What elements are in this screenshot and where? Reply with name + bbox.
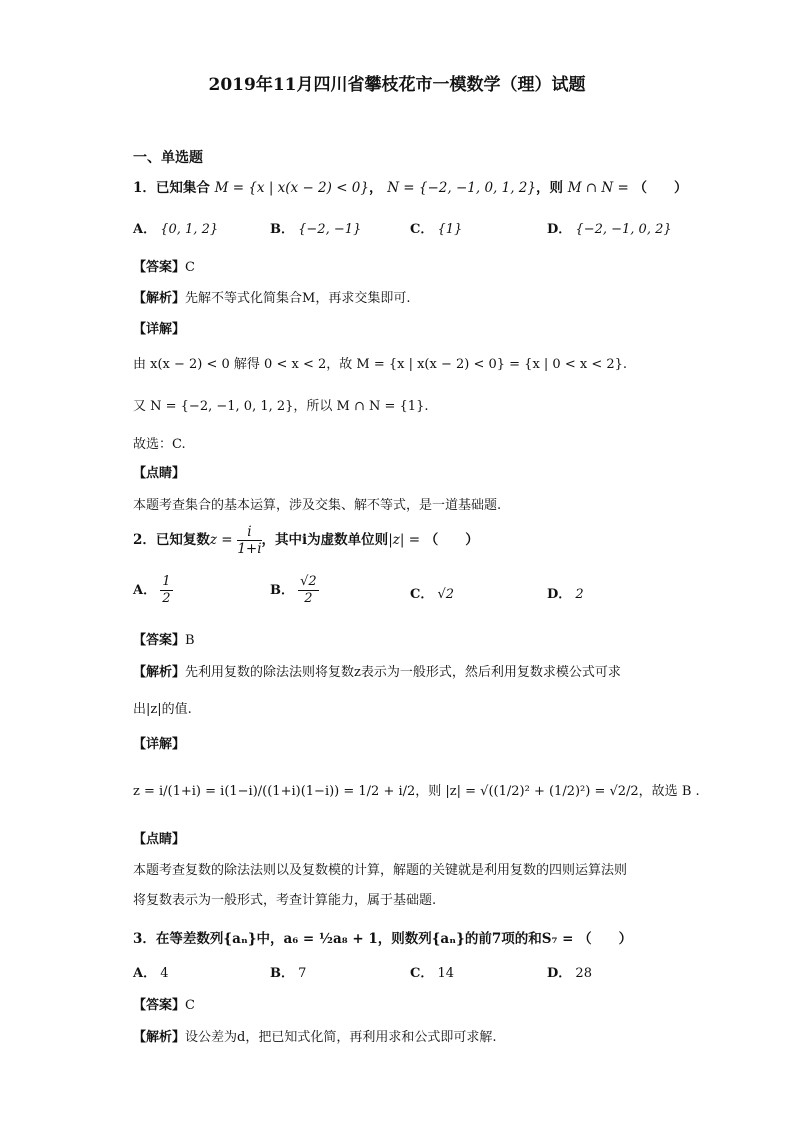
q2-stem: [133, 524, 479, 557]
q1-detail-line-1: 由 x(x − 2) < 0 解得 0 < x < 2，故 M = {x | x(x − 2) < 0} = {x | 0 < x < 2}.: [133, 357, 628, 372]
q2-stem-a: 已知复数: [155, 532, 210, 548]
q1-stem: [133, 176, 688, 196]
document-title: 2019年11月四川省攀枝花市一模数学（理）试题: [208, 75, 586, 95]
q2-comment-line-1: 本题考查复数的除法法则以及复数模的计算，解题的关键就是利用复数的四则运算法则: [133, 863, 628, 878]
q3-option-c: C． 14: [410, 966, 455, 981]
q1-option-c: C． {1}: [410, 222, 463, 237]
q2-stem-b: ，其中i为虚数单位则: [261, 532, 389, 548]
q2-option-d: D． 2: [547, 587, 584, 602]
q2-option-b: B． $\frac{√2}{2}$: [270, 574, 317, 606]
q2-number: 2．: [133, 532, 156, 548]
q1-stem-a: 已知集合: [155, 180, 210, 196]
q3-blank: （ ）: [578, 931, 633, 947]
q3-option-d: D． 28: [547, 966, 592, 981]
q3-stem: [133, 927, 632, 947]
q1-detail-line-3: 故选：C.: [133, 437, 186, 452]
q1-comment-heading: 【点睛】: [133, 466, 186, 481]
q2-detail-line: z = i/(1+i) = i(1−i)/((1+i)(1−i)) = 1/2 + i/2，则 |z| = √((1/2)² + (1/2)²) = √2/2，故选 B .: [133, 784, 700, 799]
q3-answer: 【答案】C: [133, 998, 195, 1013]
q1-number: 1．: [133, 180, 156, 196]
q2-analysis-line-2: 出|z|的值.: [133, 702, 192, 717]
q2-z-eq: z =: [209, 532, 233, 548]
q1-analysis: 【解析】先解不等式化简集合M，再求交集即可.: [133, 291, 411, 306]
q2-blank: （ ）: [424, 532, 479, 548]
q2-option-c: C． √2: [410, 587, 455, 602]
q1-answer: 【答案】C: [133, 260, 195, 275]
q2-detail-heading: 【详解】: [133, 737, 186, 752]
q1-stem-b: ，则: [535, 180, 563, 196]
section-heading: 一、单选题: [133, 150, 203, 166]
q2-abs-z: |z| =: [388, 532, 420, 548]
q3-option-a: A． 4: [133, 966, 169, 981]
q1-option-b: B． {−2, −1}: [270, 222, 362, 237]
q2-comment-heading: 【点睛】: [133, 832, 186, 847]
q1-sep: ，: [368, 180, 383, 196]
q2-fraction: $\frac{i}{1+i}$: [237, 524, 262, 557]
q1-detail-line-2: 又 N = {−2, −1, 0, 1, 2}，所以 M ∩ N = {1}.: [133, 399, 429, 414]
q1-option-d: D． {−2, −1, 0, 2}: [547, 222, 672, 237]
q3-number: 3．: [133, 931, 156, 947]
q1-option-a: A． {0, 1, 2}: [133, 222, 219, 237]
q1-detail-heading: 【详解】: [133, 322, 186, 337]
q3-analysis: 【解析】设公差为d，把已知式化简，再利用求和公式即可求解.: [133, 1030, 497, 1045]
q2-analysis-line-1: 【解析】先利用复数的除法法则将复数z表示为一般形式，然后利用复数求模公式可求: [133, 665, 621, 680]
q1-blank: （ ）: [633, 180, 688, 196]
q1-set-m: M = {x | x(x − 2) < 0}: [214, 180, 369, 196]
q1-set-n: N = {−2, −1, 0, 1, 2}: [387, 180, 536, 196]
q2-option-a: A． $\frac{1}{2}$: [133, 574, 171, 606]
q2-answer: 【答案】B: [133, 633, 195, 648]
q2-comment-line-2: 将复数表示为一般形式，考查计算能力，属于基础题.: [133, 893, 437, 908]
q3-stem-text: 在等差数列{aₙ}中，a₆ = ½a₈ + 1，则数列{aₙ}的前7项的和S₇ =: [155, 931, 574, 947]
q3-option-b: B． 7: [270, 966, 307, 981]
q1-comment: 本题考查集合的基本运算，涉及交集、解不等式，是一道基础题.: [133, 498, 502, 513]
q1-expr: M ∩ N =: [567, 180, 629, 196]
